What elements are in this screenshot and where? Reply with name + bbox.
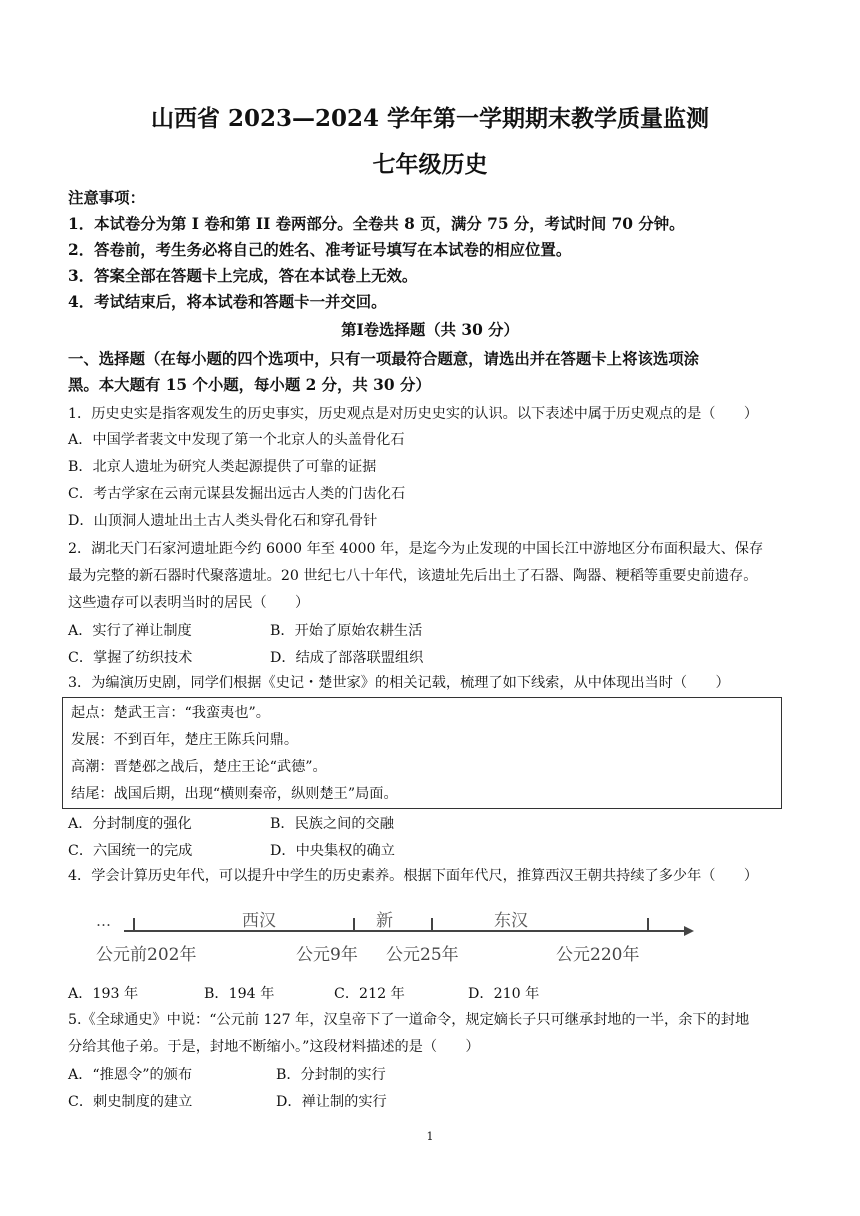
notice-item: 3．答案全部在答题卡上完成，答在本试卷上无效。 [68,267,418,285]
question-3-option-a: A．分封制度的强化 [68,816,192,832]
exam-subtitle: 七年级历史 [372,151,488,178]
section-instruction: 黑。本大题有 15 个小题，每小题 2 分，共 30 分） [68,376,431,394]
question-4-option-b: B．194 年 [204,986,275,1002]
question-5-stem: 5.《全球通史》中说：“公元前 127 年，汉皇帝下了一道命令，规定嫡长子只可继承封地的一半，余下的封地 [68,1012,750,1028]
timeline-period: 西汉 [242,911,276,931]
question-3-option-c: C．六国统一的完成 [68,843,193,859]
question-2-stem: 这些遗存可以表明当时的居民（ ） [68,595,310,611]
question-2-option-a: A．实行了禅让制度 [68,623,192,639]
question-1-option-b: B．北京人遗址为研究人类起源提供了可靠的证据 [68,459,377,475]
notice-item: 2．答卷前，考生务必将自己的姓名、准考证号填写在本试卷的相应位置。 [68,241,572,259]
question-5-option-c: C．刺史制度的建立 [68,1094,193,1110]
exam-title: 山西省 2023—2024 学年第一学期期末教学质量监测 [150,105,710,132]
question-5-option-d: D．禅让制的实行 [276,1094,387,1110]
timeline-ruler [96,898,696,968]
question-4-option-d: D．210 年 [468,986,540,1002]
question-4-option-a: A．193 年 [68,986,139,1002]
timeline-ellipsis: … [96,912,111,930]
question-3-stem: 3．为编演历史剧，同学们根据《史记・楚世家》的相关记载，梳理了如下线索，从中体现出当时（ ） [68,675,730,691]
clue-line: 起点：楚武王言：“我蛮夷也”。 [71,705,270,721]
clue-line: 结尾：战国后期，出现“横则秦帝，纵则楚王”局面。 [71,786,398,802]
question-4-option-c: C．212 年 [334,986,405,1002]
question-2-option-b: B．开始了原始农耕生活 [270,623,423,639]
timeline-period: 东汉 [494,911,528,931]
question-3-option-d: D．中央集权的确立 [270,843,395,859]
timeline-mark: 公元220年 [556,945,640,965]
question-2-stem: 2．湖北天门石家河遗址距今约 6000 年至 4000 年，是迄今为止发现的中国长江中游地区分布面积最大、保存 [68,541,764,557]
page-number: 1 [426,1130,434,1143]
notice-heading: 注意事项： [68,189,145,207]
question-1-option-c: C．考古学家在云南元谋县发掘出远古人类的门齿化石 [68,486,406,502]
question-2-option-d: D．结成了部落联盟组织 [270,650,424,666]
question-1-option-a: A．中国学者裴文中发现了第一个北京人的头盖骨化石 [68,432,405,448]
timeline-period: 新 [376,911,393,931]
clue-line: 发展：不到百年，楚庄王陈兵问鼎。 [71,732,299,748]
notice-item: 1．本试卷分为第 I 卷和第 II 卷两部分。全卷共 8 页，满分 75 分，考试时间 70 分钟。 [68,215,685,233]
section-title: 第Ⅰ卷选择题（共 30 分） [341,321,519,339]
timeline-mark: 公元9年 [296,945,358,965]
question-2-stem: 最为完整的新石器时代聚落遗址。20 世纪七八十年代，该遗址先后出土了石器、陶器、粳稻等重要史前遗存。 [68,568,758,584]
question-5-stem: 分给其他子弟。于是，封地不断缩小。”这段材料描述的是（ ） [68,1039,480,1055]
section-instruction: 一、选择题（在每小题的四个选项中，只有一项最符合题意，请选出并在答题卡上将该选项涂 [68,350,700,368]
timeline-mark: 公元前202年 [96,945,197,965]
question-4-stem: 4．学会计算历史年代，可以提升中学生的历史素养。根据下面年代尺，推算西汉王朝共持续了多少年（ ） [68,868,759,884]
question-5-option-b: B．分封制的实行 [276,1067,386,1083]
question-3-clue-box [62,697,782,809]
question-3-option-b: B．民族之间的交融 [270,816,394,832]
question-1-option-d: D．山顶洞人遗址出土古人类头骨化石和穿孔骨针 [68,513,378,529]
question-1-stem: 1．历史史实是指客观发生的历史事实，历史观点是对历史史实的认识。以下表述中属于历史观点的是（ ） [68,406,759,422]
timeline-mark: 公元25年 [386,945,459,965]
question-5-option-a: A．“推恩令”的颁布 [68,1067,193,1083]
question-2-option-c: C．掌握了纺织技术 [68,650,193,666]
notice-item: 4．考试结束后，将本试卷和答题卡一并交回。 [68,293,387,311]
clue-line: 高潮：晋楚邲之战后，楚庄王论“武德”。 [71,759,327,775]
